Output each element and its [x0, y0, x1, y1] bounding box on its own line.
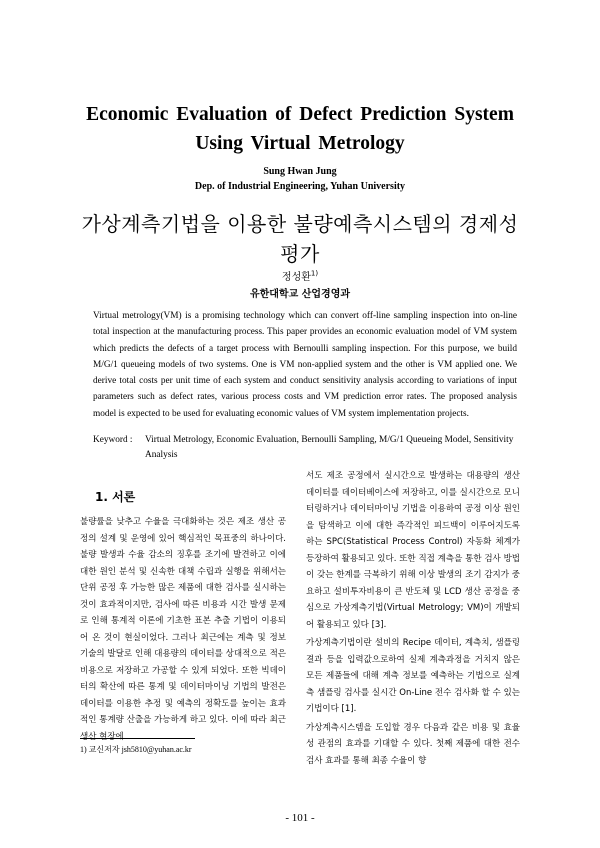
author-korean: [60, 268, 540, 283]
english-title-line-1: Economic Evaluation of Defect Prediction System: [86, 104, 514, 125]
footnote: 1) 교신저자 jsh5810@yuhan.ac.kr: [80, 745, 192, 754]
body-paragraph: 가상계측시스템을 도입할 경우 다음과 같은 비용 및 효율성 관점의 효과를 기대할 수 있다. 첫째 제품에 대한 전수 검사 효과를 통해 최종 수율이 향: [306, 722, 520, 766]
abstract: Virtual metrology(VM) is a promising technology which can convert off-line sampling inspection into on-line total inspection at the manufacturing process. This paper provides an economic evaluation model of VM system which predicts the defects of a target process with Bernoulli sampling inspection. For this purpose, we build M/G/1 queueing models of two systems. One is VM non-applied system and the other is VM applied one. We derive total costs per unit time of each system and conduct sensitivity analysis according to variations of input parameters such as defect rates, various process costs and VM prediction error rates. The proposed analysis model is expected to be used for evaluating economic values of VM system implementation projects.: [93, 311, 517, 419]
keyword-values: Virtual Metrology, Economic Evaluation, Bernoulli Sampling, M/G/1 Queueing Model, Sensitivity Analysis: [145, 435, 514, 460]
affiliation-korean: 유한대학교 산업경영과: [249, 289, 351, 300]
body-column-left: [80, 514, 286, 745]
body-paragraph: 불량률을 낮추고 수율을 극대화하는 것은 제조 생산 공정의 설계 및 운영에 있어 핵심적인 목표중의 하나이다. 불량 발생과 수율 감소의 징후를 조기에 발견하고 이에 대한 원인 분석 및 신속한 대책 수립과 실행을 위해서는 단위 공정 후 가능한 많은 제품에 대한 검사를 실시하는 것이 효과적이지만, 검사에 따른 비용과 시간 발생 문제로 인해 통계적 이론에 기초한 표본 추출 기법이 이용되어 온 것이 현실이었다. 그러나 최근에는 계측 및 정보 기술의 발달로 인해 대용량의 데이터를 상대적으로 적은 비용으로 저장하고 가공할 수 있게 되었다. 또한 빅데이터의 확산에 따른 통계 및 데이터마이닝 기법의 발전은 데이터를 이용한 추정 및 예측의 정확도를 높이는 효과적인 통계량 산출을 가능하게 하고 있다. 이에 따라 최근 생산 현장에: [80, 517, 286, 742]
author-korean-name: 정성환: [281, 272, 311, 283]
section-heading-introduction: 1. 서론: [95, 490, 136, 504]
footnote-divider: [80, 738, 195, 739]
author-english: Sung Hwan Jung: [263, 166, 337, 177]
page-number: - 101 -: [285, 812, 315, 824]
keyword-label: Keyword :: [93, 435, 133, 445]
author-footnote-mark: 1): [310, 269, 319, 278]
korean-title-line-1: 가상계측기법을 이용한 불량예측시스템의 경제성: [81, 212, 519, 236]
body-paragraph: 가상계측기법이란 설비의 Recipe 데이터, 계측치, 샘플링 결과 등을 입력값으로하여 실제 계측과정을 거치지 않은 모든 제품들에 대해 계측 정보를 예측하는 기법으로 실계측 샘플링 검사를 실시간 On-Line 전수 검사화 할 수 있는 기법이다 [1].: [306, 638, 520, 714]
english-title-line-2: Using Virtual Metrology: [195, 133, 405, 154]
body-paragraph: 서도 제조 공정에서 실시간으로 발생하는 대용량의 생산 데이터를 데이터베이스에 저장하고, 이를 실시간으로 모니터링하거나 데이터마이닝 기법을 이용하여 공정 이상 원인을 탐색하고 이에 대한 즉각적인 피드백이 이루어지도록 하는 SPC(Statistical Process Control) 자동화 체계가 등장하여 활용되고 있다. 또한 직접 계측을 통한 검사 방법이 갖는 한계를 극복하기 위해 이상 발생의 조기 감지가 중요하고 설비투자비용이 큰 반도체 및 LCD 생산 공정을 중심으로 가상계측기법(Virtual Metrology; VM)이 개발되어 활용되고 있다 [3].: [306, 471, 520, 630]
affiliation-english: Dep. of Industrial Engineering, Yuhan University: [194, 181, 406, 192]
body-column-right: [306, 468, 520, 769]
korean-title-line-2: 평가: [280, 242, 320, 266]
